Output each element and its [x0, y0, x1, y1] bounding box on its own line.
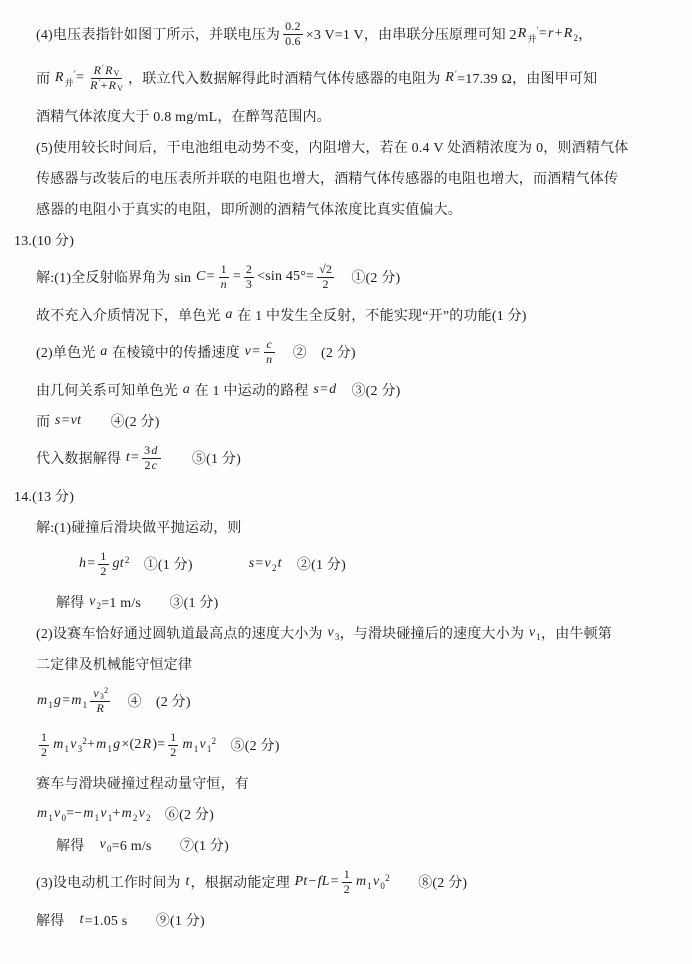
- math-variable: s: [54, 412, 61, 428]
- text-line: [78, 542, 692, 586]
- text-run: ④(2 分): [82, 414, 160, 430]
- fraction: [218, 263, 230, 292]
- text-run: =1.05 s ⑨(1 分): [84, 913, 205, 929]
- math-variable: t: [125, 450, 130, 465]
- text-run: 由几何关系可知单色光: [36, 383, 182, 399]
- superscript: 2: [211, 736, 217, 746]
- math-variable: R: [93, 62, 102, 77]
- text-line: [36, 299, 692, 330]
- text-run: =: [61, 412, 70, 428]
- text-run: =: [62, 693, 71, 708]
- fraction: [90, 687, 110, 716]
- math-variable: t: [79, 911, 84, 927]
- text-run: 在 1 中发生全反射，不能实现“开”的功能(1 分): [233, 308, 527, 324]
- math-variable: v: [138, 805, 146, 821]
- math-variable: m: [83, 805, 94, 821]
- math-variable: m: [37, 693, 48, 708]
- math-variable: R: [445, 70, 454, 85]
- text-run: +: [112, 805, 121, 821]
- text-run: ⑥(2 分): [150, 807, 214, 823]
- text-run: ，由牛顿第: [541, 626, 612, 642]
- math-variable: v: [244, 344, 252, 359]
- math-variable: s: [313, 381, 319, 397]
- math-variable: R: [54, 70, 64, 85]
- text-run: =: [255, 556, 264, 571]
- math-variable: h: [79, 556, 87, 571]
- text-run: 解:(1)碰撞后滑块做平抛运动，则: [36, 520, 242, 536]
- text-run: 2: [170, 744, 177, 759]
- subscript: 0: [380, 881, 386, 891]
- text-line: [36, 12, 692, 56]
- text-line: [36, 100, 692, 131]
- math-variable: v: [327, 624, 334, 640]
- math-variable: n: [266, 351, 273, 366]
- text-run: 传感器与改装后的电压表所并联的电阻也增大，酒精气体传感器的电阻也增大，而酒精气体传: [36, 171, 619, 187]
- text-run: =17.39 Ω，由图甲可知: [457, 72, 598, 87]
- math-variable: c: [151, 457, 158, 472]
- math-variable: m: [96, 737, 107, 752]
- text-run: 在 1 中运动的路程: [190, 383, 313, 399]
- math-variable: v: [54, 805, 61, 821]
- text-run: 3: [245, 276, 253, 291]
- math-variable: a: [100, 344, 108, 359]
- math-variable: m: [182, 737, 193, 752]
- text-run: 1: [220, 261, 227, 276]
- text-run: =: [76, 70, 85, 85]
- text-line: [56, 586, 692, 617]
- math-variable: R: [90, 77, 98, 92]
- math-variable: m: [121, 805, 132, 821]
- text-run: 解得: [56, 595, 89, 611]
- subscript: 1: [206, 744, 212, 754]
- text-line: [36, 162, 692, 193]
- text-run: ，根据动能定理: [190, 876, 294, 891]
- text-run: 代入数据解得: [36, 452, 125, 467]
- text-run: 2: [41, 744, 48, 759]
- text-run: 故不充入介质情况下，单色光: [36, 308, 225, 324]
- fraction: [342, 868, 352, 897]
- fraction: [317, 263, 334, 292]
- math-variable: t: [277, 556, 282, 571]
- math-variable: d: [329, 381, 337, 397]
- math-variable: C: [195, 269, 206, 284]
- subscript: 1: [536, 631, 541, 642]
- text-run: 酒精气体浓度大于 0.8 mg/mL，在醉驾范围内。: [36, 109, 331, 125]
- text-line: [36, 648, 692, 679]
- subscript: 1: [107, 744, 113, 754]
- text-run: 2: [322, 276, 329, 291]
- math-variable: r: [548, 26, 554, 41]
- text-line: [36, 255, 692, 299]
- text-run: =: [87, 556, 96, 571]
- subscript: 0: [107, 843, 112, 854]
- text-line: [36, 193, 692, 224]
- subscript: 1: [94, 812, 100, 823]
- text-run: =: [319, 381, 329, 397]
- math-variable: v: [99, 836, 107, 852]
- text-run: ⑤(2 分): [216, 739, 280, 754]
- text-run: 1: [41, 729, 48, 744]
- text-run: =: [232, 269, 241, 284]
- text-run: +: [87, 737, 96, 752]
- math-variable: gt: [112, 556, 124, 571]
- text-run: 13.(10 分): [14, 233, 75, 249]
- subscript: 2: [146, 812, 151, 823]
- text-line: [36, 405, 692, 436]
- math-variable: R: [108, 77, 117, 92]
- math-variable: R: [517, 26, 527, 41]
- fraction: [168, 731, 178, 760]
- text-line: [36, 511, 692, 542]
- text-run: 2: [144, 457, 151, 472]
- text-run: ①(2 分): [337, 271, 401, 286]
- text-run: 14.(13 分): [14, 489, 75, 505]
- superscript: ′: [98, 77, 101, 87]
- subscript: 1: [48, 812, 54, 823]
- text-line: [36, 723, 692, 767]
- text-run: =: [330, 874, 339, 889]
- superscript: ′: [536, 25, 539, 35]
- fraction: [283, 20, 303, 49]
- text-run: ×3 V=1 V，由串联分压原理可知 2: [305, 28, 517, 43]
- text-run: 3: [144, 442, 151, 457]
- math-variable: v: [373, 874, 380, 889]
- text-run: =6 m/s ⑦(1 分): [111, 838, 229, 854]
- math-variable: v: [528, 624, 536, 640]
- text-run: ，: [578, 28, 593, 43]
- math-variable: Pt: [294, 874, 308, 889]
- subscript: 3: [77, 744, 83, 754]
- math-variable: R: [96, 700, 105, 715]
- text-run: ，与滑块碰撞后的速度大小为: [339, 626, 528, 642]
- superscript: ′: [73, 69, 77, 79]
- text-run: 解:(1)全反射临界角为 sin: [36, 271, 195, 286]
- text-run: <sin 45°=: [257, 269, 315, 284]
- text-line: [56, 829, 692, 860]
- math-variable: m: [37, 805, 48, 821]
- text-run: 感器的电阻小于真实的电阻，即所测的酒精气体浓度比真实值偏大。: [36, 202, 462, 218]
- text-line: [36, 860, 692, 904]
- superscript: 2: [385, 873, 390, 883]
- subscript: 并: [64, 77, 74, 88]
- text-run: 0.6: [285, 33, 301, 48]
- text-line: [36, 56, 692, 100]
- text-run: ③(2 分): [337, 383, 401, 399]
- math-variable: v: [264, 556, 271, 571]
- text-run: −: [308, 874, 317, 889]
- text-run: ④ (2 分): [113, 695, 191, 710]
- text-run: 解得: [36, 913, 79, 929]
- fraction: [39, 731, 49, 760]
- fraction: [87, 64, 125, 93]
- text-run: ⑤(1 分): [163, 452, 241, 467]
- math-variable: t: [185, 874, 190, 889]
- fraction: [244, 263, 254, 292]
- superscript: 2: [124, 555, 130, 565]
- math-variable: v: [199, 737, 206, 752]
- math-variable: n: [220, 276, 227, 291]
- math-variable: vt: [70, 412, 82, 428]
- text-run: )=: [152, 737, 166, 752]
- superscript: 2: [82, 736, 88, 746]
- subscript: 1: [64, 744, 70, 754]
- text-line: [14, 480, 692, 511]
- math-variable: a: [225, 306, 233, 322]
- text-line: [36, 679, 692, 723]
- text-run: ①(1 分): [129, 558, 193, 573]
- text-run: =: [252, 344, 261, 359]
- subscript: 3: [99, 692, 105, 701]
- math-variable: R: [105, 62, 113, 77]
- text-run: 而: [36, 414, 54, 430]
- text-run: +: [100, 77, 108, 92]
- text-run: 2: [343, 881, 350, 896]
- math-variable: R: [142, 737, 152, 752]
- superscript: 2: [104, 686, 109, 695]
- text-run: (4)电压表指针如图丁所示，并联电压为: [36, 28, 281, 43]
- math-variable: g: [54, 693, 62, 708]
- text-run: 0.2: [285, 18, 301, 33]
- text-run: 解得: [56, 838, 99, 854]
- subscript: 1: [82, 700, 88, 710]
- text-run: ⑧(2 分): [389, 876, 468, 891]
- text-run: 1: [100, 548, 107, 563]
- subscript: 1: [107, 812, 113, 823]
- text-run: ②(1 分): [282, 558, 346, 573]
- math-variable: v: [89, 593, 96, 609]
- text-run: ，联立代入数据解得此时酒精气体传感器的电阻为: [128, 72, 445, 87]
- text-line: [36, 131, 692, 162]
- subscript: 0: [61, 812, 67, 823]
- math-variable: a: [182, 381, 190, 397]
- subscript: 2: [132, 812, 138, 823]
- subscript: 并: [527, 33, 537, 44]
- subscript: 1: [193, 744, 199, 754]
- text-run: =: [538, 26, 547, 41]
- subscript: 2: [96, 600, 102, 611]
- math-variable: v: [93, 685, 99, 700]
- text-run: =1 m/s ③(1 分): [101, 595, 219, 611]
- math-variable: v: [70, 737, 77, 752]
- text-run: ② (2 分): [278, 346, 356, 361]
- math-variable: m: [355, 874, 367, 889]
- math-variable: fL: [317, 874, 330, 889]
- text-run: (2)设赛车恰好通过圆轨道最高点的速度大小为: [36, 626, 327, 642]
- math-variable: s: [248, 556, 255, 571]
- text-run: =: [131, 450, 140, 465]
- subscript: V: [117, 83, 124, 93]
- text-line: [14, 224, 692, 255]
- math-variable: m: [53, 737, 64, 752]
- text-run: ×(2: [121, 737, 142, 752]
- text-run: 赛车与滑块碰撞过程动量守恒，有: [36, 776, 249, 792]
- spacer: [193, 564, 248, 565]
- math-variable: g: [113, 737, 121, 752]
- text-run: 1: [343, 866, 350, 881]
- subscript: V: [113, 69, 120, 78]
- text-line: [36, 798, 692, 829]
- text-run: 2: [100, 563, 107, 578]
- math-variable: R: [563, 26, 573, 41]
- text-run: √2: [319, 261, 333, 276]
- text-run: =−: [66, 805, 83, 821]
- text-run: 而: [36, 72, 54, 87]
- math-variable: m: [71, 693, 82, 708]
- text-line: [36, 374, 692, 405]
- text-line: [36, 617, 692, 648]
- text-line: [36, 330, 692, 374]
- text-run: 二定律及机械能守恒定律: [36, 657, 193, 673]
- math-variable: c: [266, 336, 273, 351]
- text-line: [36, 904, 692, 935]
- math-variable: d: [151, 442, 158, 457]
- subscript: 3: [334, 631, 340, 642]
- text-line: [36, 767, 692, 798]
- text-run: (5)使用较长时间后，干电池组电动势不变，内阻增大，若在 0.4 V 处酒精浓度为 0，则酒精气体: [36, 140, 629, 156]
- text-run: 1: [170, 729, 177, 744]
- text-run: 2: [245, 261, 253, 276]
- text-run: +: [554, 26, 563, 41]
- text-line: [36, 436, 692, 480]
- math-variable: v: [100, 805, 107, 821]
- text-run: (2)单色光: [36, 346, 100, 361]
- text-run: (3)设电动机工作时间为: [36, 876, 185, 891]
- text-run: 在棱镜中的传播速度: [108, 346, 244, 361]
- fraction: [98, 550, 108, 579]
- fraction: [263, 338, 275, 367]
- superscript: ′: [455, 69, 458, 79]
- subscript: 1: [367, 881, 372, 891]
- subscript: 1: [48, 700, 54, 710]
- subscript: 2: [573, 33, 579, 43]
- fraction: [142, 444, 160, 473]
- subscript: 2: [271, 563, 277, 573]
- text-run: =: [206, 269, 215, 284]
- superscript: ′: [102, 63, 105, 72]
